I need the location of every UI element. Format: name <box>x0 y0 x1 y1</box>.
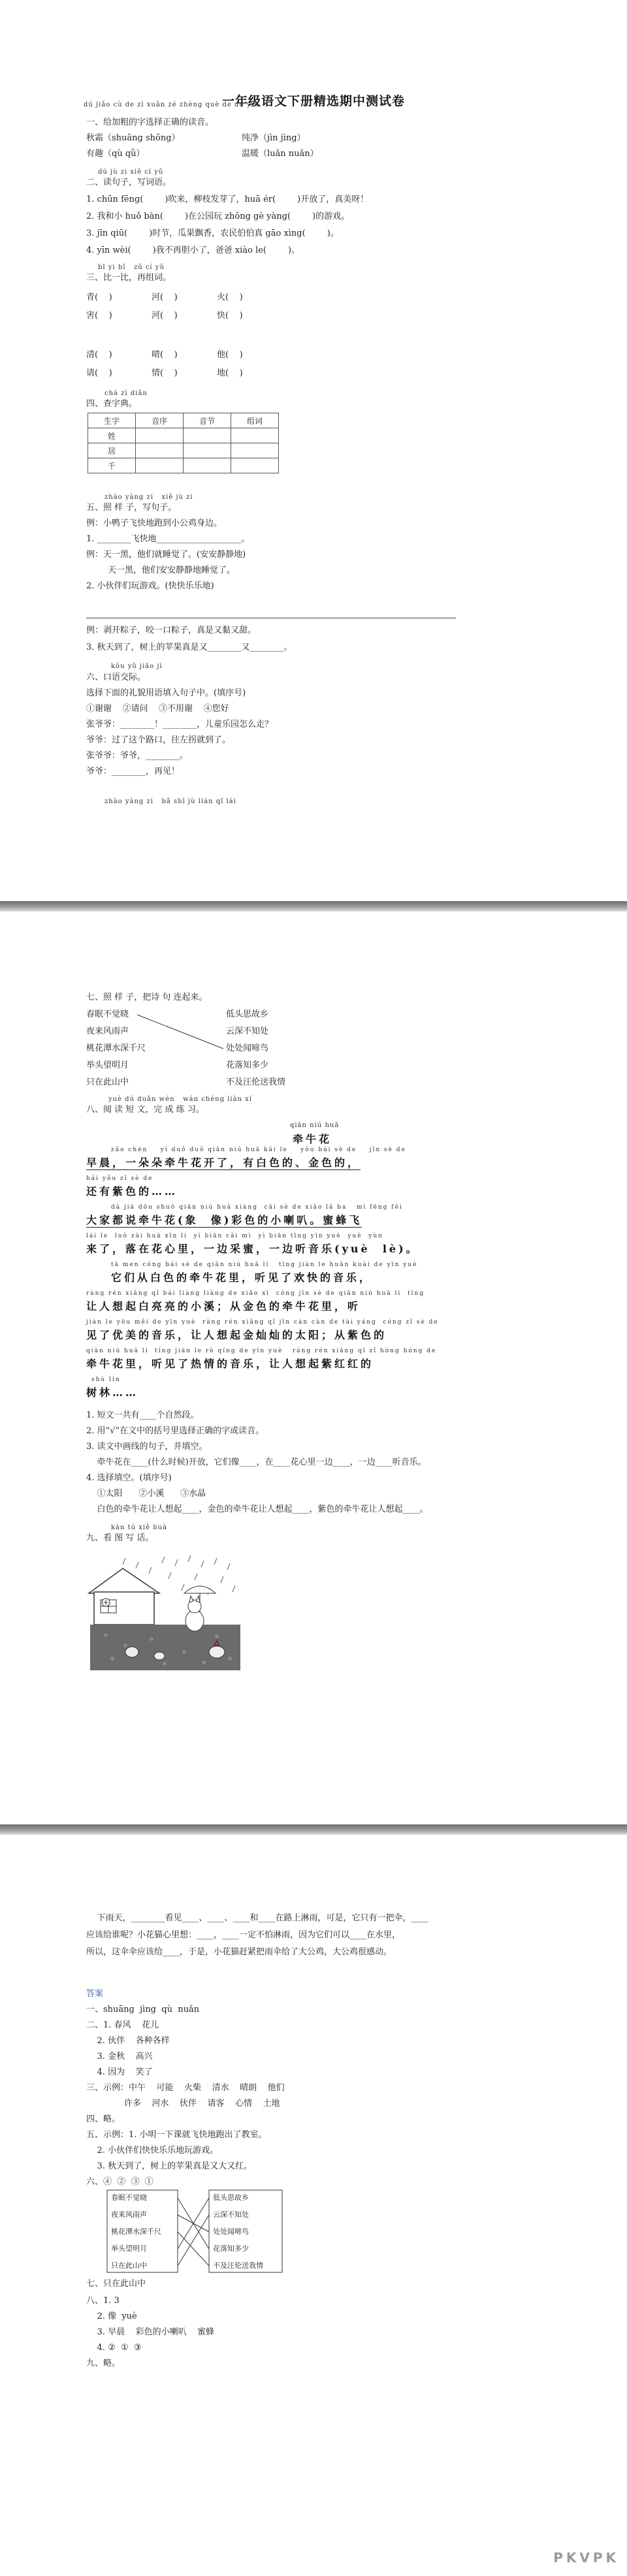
poem-left[interactable]: 桃花潭水深千尺 <box>86 1043 146 1053</box>
s6-options: ①谢谢 ②请问 ③不用谢 ④您好 <box>86 704 229 714</box>
answer-line: 3. 金秋 高兴 <box>86 2052 153 2061</box>
story-pinyin: lái le luò zài huā xīn li yì biān cǎi mì yì biān tīng yīn yuè yuè yùn <box>86 1233 383 1239</box>
section-9-heading: 九、看 图 写 话。 <box>86 1533 154 1543</box>
rain-illustration <box>86 1554 243 1672</box>
writing-line: 应该给谁呢？小花猫心里想：____，____一定不怕淋雨，因为它们可以____在水里， <box>86 1930 401 1940</box>
answer-line: 3. 早晨 彩色的小喇叭 蜜蜂 <box>86 2327 215 2337</box>
s3-cell: 青( ) <box>86 293 112 302</box>
story-pinyin: qiān niú huā li tīng jiàn le rè qíng de yīn yuè ràng rén xiǎng qǐ zǐ hóng hóng de <box>86 1348 437 1354</box>
answer-poem-right: 花落知多少 <box>213 2244 249 2253</box>
answer-line: 2. 伙伴 各种各样 <box>86 2036 170 2046</box>
s9-pinyin: kàn tú xiě huà <box>111 1524 168 1531</box>
s1-item: 秋霜（shuāng shōng） <box>86 133 180 143</box>
s5-line: 天一黑，他们安安静静地睡觉了。 <box>86 565 236 575</box>
s6-line: 张爷爷：爷爷，________。 <box>86 751 189 761</box>
s6-line: 张爷爷：________！________，儿童乐园怎么走？ <box>86 720 274 729</box>
story-pinyin: ràng rén xiǎng qǐ bái liàng liàng de xiǎo xī cóng jīn sè de qiān niú huā li tīng <box>86 1290 425 1297</box>
writing-line: 所以，这伞伞应该给____，于是，小花猫赶紧把雨伞给了大公鸡，大公鸡很感动。 <box>86 1947 393 1957</box>
s5-line: 1. ________飞快地____________________。 <box>86 534 250 544</box>
poem-right[interactable]: 花落知多少 <box>226 1060 269 1070</box>
table-input-cell[interactable] <box>136 443 184 458</box>
page-2 <box>0 912 627 1824</box>
story-pinyin: jiàn le yōu měi de yīn yuè ràng rén xiǎng qǐ jīn càn càn de tài yáng cóng zǐ sè de <box>86 1319 439 1326</box>
s3-cell: 火( ) <box>217 293 243 302</box>
section-5-heading: 五、照 样 子，写句子。 <box>86 503 177 513</box>
answer-line: 八、1. 3 <box>86 2296 120 2306</box>
s5-line: 例：天一黑，他们就睡觉了。(安安静静地) <box>86 550 246 560</box>
s3-cell: 请( ) <box>86 368 112 378</box>
poem-right[interactable]: 云深不知处 <box>226 1026 269 1036</box>
dictionary-table <box>88 413 279 473</box>
s3-cell: 河( ) <box>152 311 178 321</box>
s3-pinyin: bǐ yi bǐ zǔ cí yǔ <box>98 264 165 271</box>
section-4-heading: 四、查字典。 <box>86 399 138 409</box>
answer-poem-left: 夜来风雨声 <box>111 2210 147 2219</box>
answer-line: 3. 秋天到了，树上的苹果真是又大又红。 <box>86 2161 253 2171</box>
s6-line: 爷爷：________，再见！ <box>86 767 180 776</box>
s8-question: 2. 用“√”在文中的括号里选择正确的字或读音。 <box>86 1426 265 1436</box>
s8-pinyin: yuè dú duǎn wén wán chéng liàn xí <box>108 1096 253 1103</box>
watermark: PKVPK <box>553 2550 619 2566</box>
s5-line: 例：剥开粽子，咬一口粽子，真是又黏又甜。 <box>86 626 257 635</box>
story-line: 早晨，一朵朵牵牛花开了，有白色的、金色的， <box>86 1154 361 1170</box>
section-8-heading: 八、阅 读 短 文，完 成 练 习。 <box>86 1105 204 1115</box>
answer-line: 四、略。 <box>86 2114 121 2124</box>
s1-item: 温暖（luǎn nuǎn） <box>242 149 319 159</box>
table-header: 音序 <box>136 413 184 428</box>
story-line: 它们从白色的牵牛花里，听见了欢快的音乐， <box>111 1271 373 1284</box>
table-header: 组词 <box>231 413 279 428</box>
answer-poem-right: 低头思故乡 <box>213 2193 249 2202</box>
answer-line: 五、示例：1. 小明一下课就飞快地跑出了教室。 <box>86 2130 267 2140</box>
answer-line: 4. 因为 笑了 <box>86 2067 153 2077</box>
story-line: 见了优美的音乐，让人想起金灿灿的太阳；从紫色的 <box>86 1329 387 1341</box>
s6-pinyin: kǒu yǔ jiāo jì <box>111 663 163 670</box>
table-input-cell[interactable] <box>184 458 231 473</box>
answer-line: 2. 小伙伴们快快乐乐地玩游戏。 <box>86 2146 219 2155</box>
intro-pinyin: dú jiǎo cù de zì xuǎn zé zhèng què de dú yīn <box>84 101 259 108</box>
s3-cell: 河( ) <box>152 293 178 302</box>
s3-cell: 地( ) <box>217 368 243 378</box>
section-2-heading: 二、读句子，写词语。 <box>86 178 172 187</box>
table-cell: 千 <box>88 458 136 473</box>
answer-poem-right: 云深不知处 <box>213 2210 249 2219</box>
story-pinyin: shù lín <box>91 1376 121 1383</box>
story-line: 树林…… <box>86 1386 139 1399</box>
poem-right[interactable]: 低头思故乡 <box>226 1010 269 1019</box>
answer-line: 三、示例：中午 可能 火柴 清水 晴朗 他们 <box>86 2083 285 2093</box>
s5-line: 例：小鸭子飞快地跑到小公鸡身边。 <box>86 518 223 528</box>
story-line: 来了，落在花心里，一边采蜜，一边听音乐(yuè lè)。 <box>86 1243 419 1255</box>
s8-question: ①太阳 ②小溪 ③水晶 <box>86 1489 206 1499</box>
table-input-cell[interactable] <box>231 443 279 458</box>
story-pinyin: hái yǒu zǐ sè de <box>86 1175 153 1182</box>
table-cell: 居 <box>88 443 136 458</box>
poem-right[interactable]: 不及汪伦送我情 <box>226 1077 286 1087</box>
s5-pinyin: zhào yàng zi xiě jù zi <box>104 494 193 501</box>
s2-line: 2. 我和小 huǒ bàn( )在公园玩 zhǒng gè yàng( )的游戏。 <box>86 212 350 221</box>
writing-line: 下雨天，________看见____、____、____和____在路上淋雨，可是，它只有一把伞，____ <box>86 1913 428 1923</box>
story-line: 牵牛花里，听见了热情的音乐，让人想起紫红红的 <box>86 1358 374 1370</box>
story-line: 还有紫色的…… <box>86 1185 178 1198</box>
table-input-cell[interactable] <box>231 458 279 473</box>
poem-left[interactable]: 春眠不觉晓 <box>86 1010 129 1019</box>
table-header: 音节 <box>184 413 231 428</box>
answer-poem-left: 桃花潭水深千尺 <box>111 2227 161 2236</box>
s8-question: 牵牛花在____(什么时候)开放，它们像____，在____花心里一边____，一边____听音乐。 <box>86 1457 426 1467</box>
story-title-pinyin: qiān niú huā <box>290 1122 340 1129</box>
s8-question: 3. 读文中画线的句子，并填空。 <box>86 1442 208 1452</box>
page-title: 一年级语文下册精选期中测试卷 <box>221 94 405 108</box>
answer-line: 二、1. 春风 花儿 <box>86 2020 159 2030</box>
s5-line: 3. 秋天到了，树上的苹果真是又________又________。 <box>86 643 293 652</box>
table-input-cell[interactable] <box>184 428 231 443</box>
section-6-heading: 六、口语交际。 <box>86 673 146 682</box>
s4-pinyin: chá zì diǎn <box>104 390 148 397</box>
poem-left[interactable]: 夜来风雨声 <box>86 1026 129 1036</box>
answer-poem-right: 处处闻啼鸟 <box>213 2227 249 2236</box>
poem-left[interactable]: 只在此山中 <box>86 1077 129 1087</box>
s1-item: 纯净（jìn jìng） <box>242 133 306 143</box>
table-input-cell[interactable] <box>231 428 279 443</box>
story-pinyin: zǎo chén yì duǒ duǒ qiān niú huā kāi le yǒu bái sè de jīn sè de <box>111 1147 406 1153</box>
poem-left[interactable]: 举头望明月 <box>86 1060 129 1070</box>
s2-line: 4. yīn wèi( )我不再胆小了，爸爸 xiào le( )。 <box>86 246 300 255</box>
story-pinyin: dà jiā dōu shuō qiān niú huā xiàng cǎi sè de xiǎo lǎ ba mì fēng fēi <box>111 1204 403 1211</box>
s3-cell: 害( ) <box>86 311 112 321</box>
s5-line: 2. 小伙伴们玩游戏。(快快乐乐地) <box>86 581 214 591</box>
story-line: 让人想起白亮亮的小溪；从金色的牵牛花里，听 <box>86 1300 361 1312</box>
story-line: 大家都说牵牛花(象 像)彩色的小喇叭。蜜蜂飞 <box>86 1212 362 1228</box>
s2-line: 3. jīn qiū( )时节，瓜果飘香，农民伯伯真 gāo xìng( )。 <box>86 229 339 238</box>
page-separator <box>0 901 627 912</box>
s3-cell: 情( ) <box>152 368 178 378</box>
answer-line: 2. 像 yuè <box>86 2312 137 2321</box>
s2-line: 1. chūn fēng( )吹来，柳枝发芽了，huā ér( )开放了，真美呀！ <box>86 195 369 204</box>
answer-line: 一、shuāng jìng qù nuǎn <box>86 2005 200 2014</box>
section-1-heading: 一、给加粗的字选择正确的读音。 <box>86 118 214 127</box>
s8-question: 4. 选择填空。(填序号) <box>86 1473 172 1483</box>
s3-cell: 晴( ) <box>152 350 178 360</box>
story-title: 牵牛花 <box>293 1133 332 1145</box>
table-input-cell[interactable] <box>136 458 184 473</box>
answers-heading: 答案 <box>86 1989 104 1999</box>
answer-line: 4. ② ① ③ <box>86 2343 142 2353</box>
poem-right[interactable]: 处处闻啼鸟 <box>226 1043 269 1053</box>
page-1 <box>0 0 627 901</box>
s8-question: 1. 短文一共有____个自然段。 <box>86 1410 199 1420</box>
answer-match-lines <box>0 1835 627 2292</box>
answer-line: 许多 河水 伙伴 请客 心情 土地 <box>86 2099 280 2108</box>
s8-question: 白色的牵牛花让人想起____，金色的牵牛花让人想起____，紫色的牵牛花让人想起____。 <box>86 1504 428 1514</box>
answer-line: 七、只在此山中 <box>86 2279 146 2289</box>
answer-poem-right: 不及汪伦送我情 <box>213 2261 263 2270</box>
s3-cell: 快( ) <box>217 311 243 321</box>
answer-poem-left: 春眠不觉晓 <box>111 2193 147 2202</box>
s6-line: 爷爷：过了这个路口，往左拐就到了。 <box>86 735 231 745</box>
answer-poem-left: 只在此山中 <box>111 2261 147 2270</box>
table-header: 生字 <box>88 413 136 428</box>
answer-line: 九、略。 <box>86 2359 121 2368</box>
table-input-cell[interactable] <box>136 428 184 443</box>
page-3 <box>0 1835 627 2576</box>
table-input-cell[interactable] <box>184 443 231 458</box>
answer-poem-left: 举头望明月 <box>111 2244 147 2253</box>
table-cell: 姓 <box>88 428 136 443</box>
section-7-heading: 七、照 样 子，把诗 句 连起来。 <box>86 993 208 1002</box>
s2-pinyin: dú jù zi xiě cí yǔ <box>98 168 164 176</box>
s6-intro: 选择下面的礼貌用语填入句子中。(填序号) <box>86 688 246 698</box>
s7-pinyin: zhào yàng zi bǎ shī jù lián qǐ lái <box>104 798 236 805</box>
example-match-line <box>0 912 627 1107</box>
s3-cell: 他( ) <box>217 350 243 360</box>
answer-line: 六、④ ② ③ ① <box>86 2177 153 2187</box>
s3-cell: 清( ) <box>86 350 112 360</box>
page-separator <box>0 1824 627 1835</box>
s1-item: 有趣（qù qǜ） <box>86 149 145 159</box>
story-pinyin: tā men cóng bái sè de qiān niú huā li tīng jiàn le huān kuài de yīn yuè <box>111 1262 418 1268</box>
section-3-heading: 三、比一比，再组词。 <box>86 273 172 283</box>
